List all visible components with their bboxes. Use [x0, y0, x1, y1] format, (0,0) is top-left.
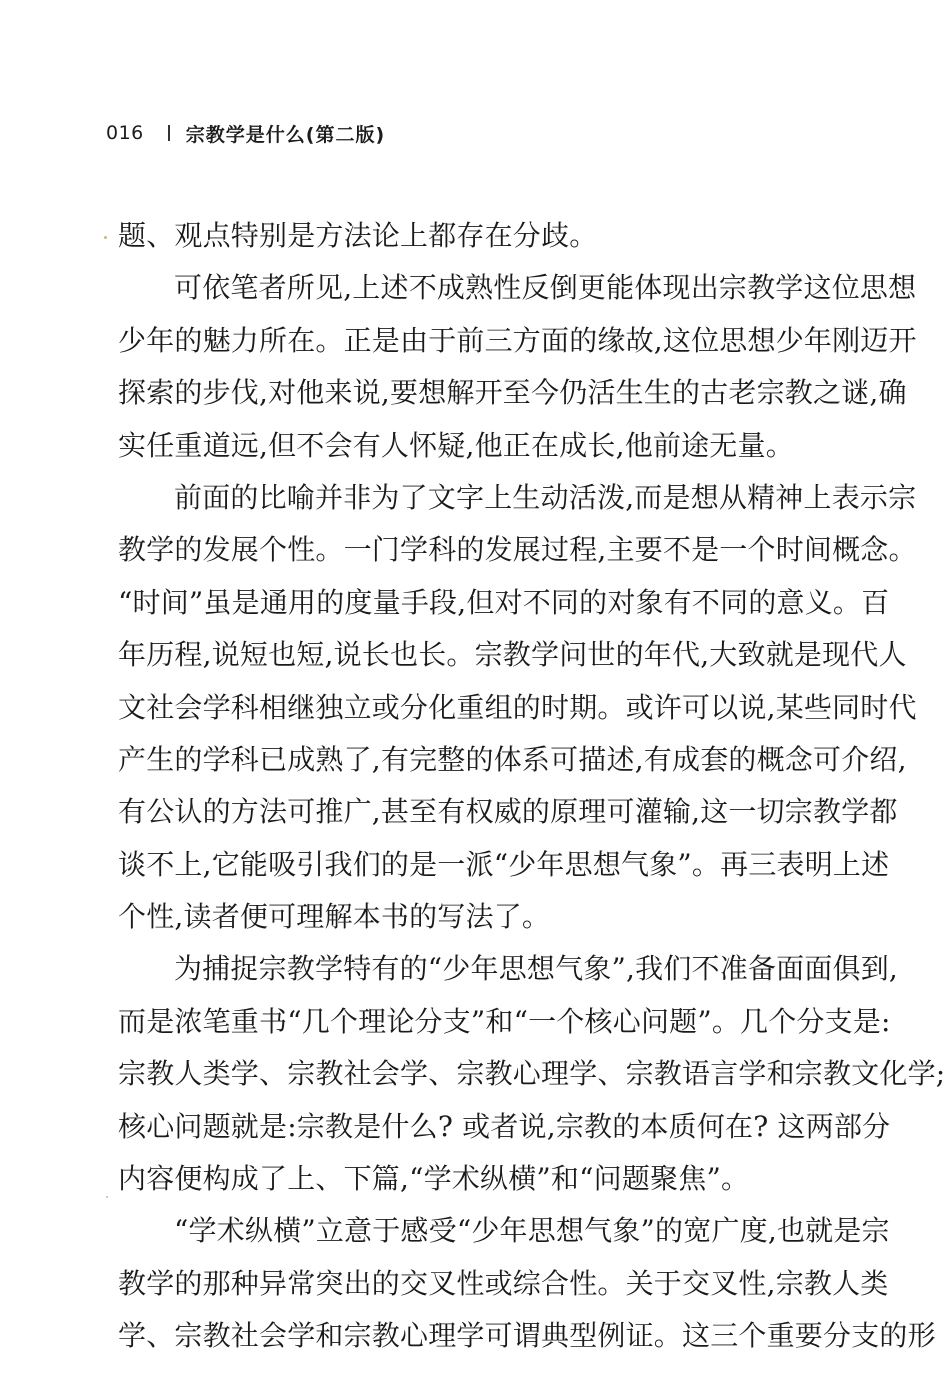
text-line: 而是浓笔重书“几个理论分支”和“一个核心问题”。几个分支是:: [118, 1004, 891, 1038]
text-line: 学、宗教社会学和宗教心理学可谓典型例证。这三个重要分支的形: [118, 1319, 936, 1353]
text-line: 为捕捉宗教学特有的“少年思想气象”,我们不准备面面俱到,: [174, 952, 899, 986]
book-title: 宗教学是什么(第二版): [185, 123, 386, 146]
text-line: 宗教人类学、宗教社会学、宗教心理学、宗教语言学和宗教文化学;: [118, 1057, 945, 1091]
text-line: 核心问题就是:宗教是什么? 或者说,宗教的本质何在? 这两部分: [118, 1109, 891, 1143]
text-line: 文社会学科相继独立或分化重组的时期。或许可以说,某些同时代: [118, 690, 917, 724]
text-line: 年历程,说短也短,说长也长。宗教学问世的年代,大致就是现代人: [118, 638, 907, 672]
text-line: 教学的那种异常突出的交叉性或综合性。关于交叉性,宗教人类: [118, 1266, 889, 1300]
text-line: 教学的发展个性。一门学科的发展过程,主要不是一个时间概念。: [118, 533, 917, 567]
text-line: 探索的步伐,对他来说,要想解开至今仍活生生的古老宗教之谜,确: [118, 376, 907, 410]
text-line: 内容便构成了上、下篇,“学术纵横”和“问题聚焦”。: [118, 1162, 750, 1196]
text-line: 谈不上,它能吸引我们的是一派“少年思想气象”。再三表明上述: [118, 847, 890, 881]
running-head: [106, 118, 385, 148]
page-number: 016: [106, 122, 144, 144]
text-line: 有公认的方法可推广,甚至有权威的原理可灌输,这一切宗教学都: [118, 795, 898, 829]
text-line: 少年的魅力所在。正是由于前三方面的缘故,这位思想少年刚迈开: [118, 323, 917, 357]
text-line: 可依笔者所见,上述不成熟性反倒更能体现出宗教学这位思想: [174, 271, 917, 305]
text-line: 个性,读者便可理解本书的写法了。: [118, 900, 551, 934]
body-text: [118, 210, 945, 1363]
text-line: “学术纵横”立意于感受“少年思想气象”的宽广度,也就是宗: [174, 1214, 890, 1248]
paper-speck: [104, 236, 107, 239]
text-line: “时间”虽是通用的度量手段,但对不同的对象有不同的意义。百: [118, 585, 890, 619]
text-line: 实任重道远,但不会有人怀疑,他正在成长,他前途无量。: [118, 428, 794, 462]
paper-speck: [106, 1196, 108, 1198]
header-separator: [168, 125, 170, 141]
text-line: 产生的学科已成熟了,有完整的体系可描述,有成套的概念可介绍,: [118, 742, 907, 776]
text-line: 前面的比喻并非为了文字上生动活泼,而是想从精神上表示宗: [174, 480, 917, 514]
text-line: 题、观点特别是方法论上都存在分歧。: [118, 219, 598, 252]
